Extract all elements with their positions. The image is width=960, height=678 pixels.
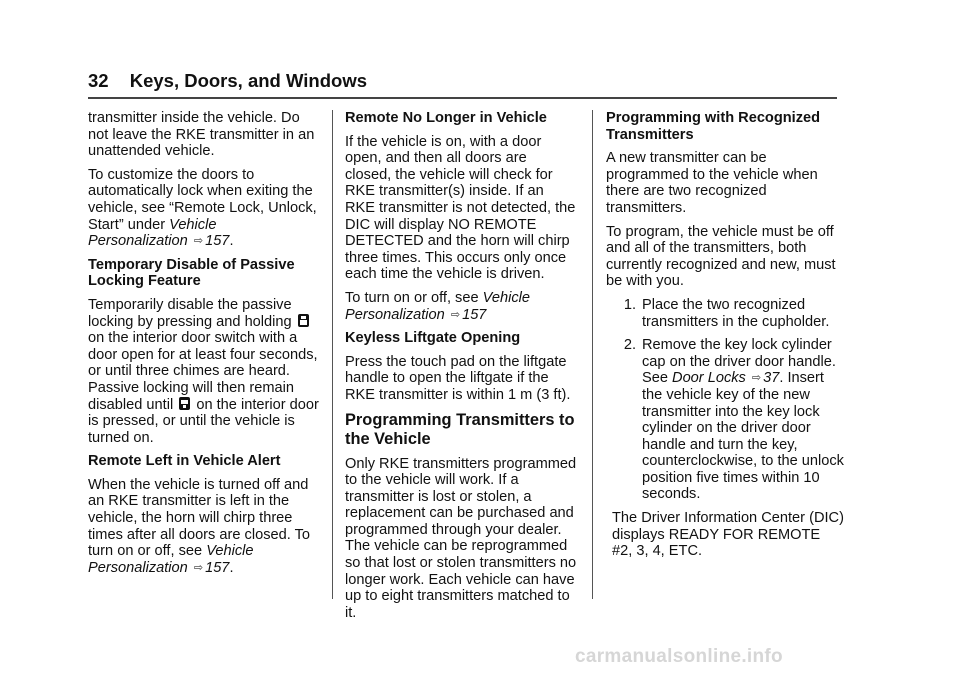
- column-divider: [332, 110, 333, 599]
- page-reference[interactable]: 37: [763, 370, 780, 387]
- paragraph: Only RKE transmitters programmed to the vehicle will work. If a transmitter is lost or stolen, a replacement can be purchased and programmed through your dealer. The vehicle can be reprogrammed so that lost or stolen transmitters no longer work. Each vehicle can have up to eight transmitters matched to it.: [345, 455, 577, 621]
- header-rule: [88, 97, 837, 99]
- list-item: [606, 297, 844, 330]
- watermark: carmanualsonline.info: [575, 646, 783, 667]
- paragraph: A new transmitter can be programmed to the vehicle when there are two recognized transmitters.: [606, 150, 818, 216]
- page-arrow-icon: ⇨: [193, 561, 204, 574]
- page-reference[interactable]: 157: [205, 233, 230, 250]
- cross-reference-link[interactable]: Door Locks: [672, 370, 746, 387]
- paragraph: If the vehicle is on, with a door open, and then all doors are closed, the vehicle will check for RKE transmitter(s) inside. If an RKE transmitter is not detected, the DIC will display NO REMOTE DETECTED and the horn will chirp three times. This occurs only once each time the vehicle is driven.: [345, 133, 576, 283]
- paragraph: To program, the vehicle must be off and all of the transmitters, both currently recognized and new, must be with you.: [606, 223, 836, 290]
- page-arrow-icon: ⇨: [751, 372, 762, 385]
- cross-reference-link[interactable]: Vehicle Personalization: [88, 216, 217, 250]
- page-reference[interactable]: 157: [462, 306, 487, 323]
- column-divider: [592, 110, 593, 599]
- paragraph: The Driver Information Center (DIC) displays READY FOR REMOTE #2, 3, 4, ETC.: [612, 510, 844, 560]
- unlock-icon: [179, 397, 190, 410]
- paragraph: Temporarily disable the passive locking by pressing and holding on the interior door switch with a door open for at least four seconds, or until three chimes are heard. Passive locking will then remain disabled until on the interior door is pressed, or until the vehicle is turned on.: [88, 296, 319, 446]
- list-number: 2.: [623, 337, 636, 354]
- lock-icon: [298, 314, 309, 327]
- paragraph: To customize the doors to automatically lock when exiting the vehicle, see “Remote Lock, Unlock, Start” under Vehicle Personalization ⇨ 157.: [88, 166, 317, 250]
- section-heading: Programming Transmitters to the Vehicle: [345, 410, 575, 448]
- list-item: [606, 337, 844, 503]
- cross-reference-link[interactable]: Vehicle Personalization: [345, 289, 530, 323]
- paragraph: transmitter inside the vehicle. Do not leave the RKE transmitter in an unattended vehicle.: [88, 110, 315, 160]
- paragraph: To turn on or off, see Vehicle Personalization ⇨ 157: [345, 289, 530, 323]
- column-3: [606, 110, 844, 567]
- page-reference[interactable]: 157: [205, 559, 230, 576]
- column-1: [88, 110, 320, 583]
- cross-reference-link[interactable]: Vehicle Personalization: [88, 543, 254, 576]
- list-text: Place the two recognized transmitters in the cupholder.: [642, 296, 830, 330]
- subheading: Temporary Disable of Passive Locking Feature: [88, 256, 295, 290]
- subheading: Remote Left in Vehicle Alert: [88, 453, 281, 470]
- subheading: Programming with Recognized Transmitters: [606, 110, 821, 143]
- page-arrow-icon: ⇨: [450, 308, 461, 321]
- paragraph: When the vehicle is turned off and an RKE transmitter is left in the vehicle, the horn will chirp three times after all doors are closed. To turn on or off, see Vehicle Personalization ⇨ 157.: [88, 476, 310, 576]
- page-number: 32: [88, 70, 109, 91]
- list-text: Remove the key lock cylinder cap on the driver door handle. See Door Locks ⇨ 37. Insert the vehicle key of the new transmitter into the key lock cylinder on the driver door handle and turn the key, counterclockwise, to the unlock position five times within 10 seconds.: [642, 337, 844, 503]
- subheading: Keyless Liftgate Opening: [345, 330, 521, 347]
- paragraph: Press the touch pad on the liftgate handle to open the liftgate if the RKE transmitter is within 1 m (3 ft).: [345, 353, 571, 403]
- section-title: Keys, Doors, and Windows: [129, 70, 368, 91]
- column-2: [345, 110, 577, 628]
- page-arrow-icon: ⇨: [193, 235, 204, 248]
- subheading: Remote No Longer in Vehicle: [345, 110, 547, 126]
- page-header: [88, 70, 367, 92]
- list-number: 1.: [623, 296, 636, 313]
